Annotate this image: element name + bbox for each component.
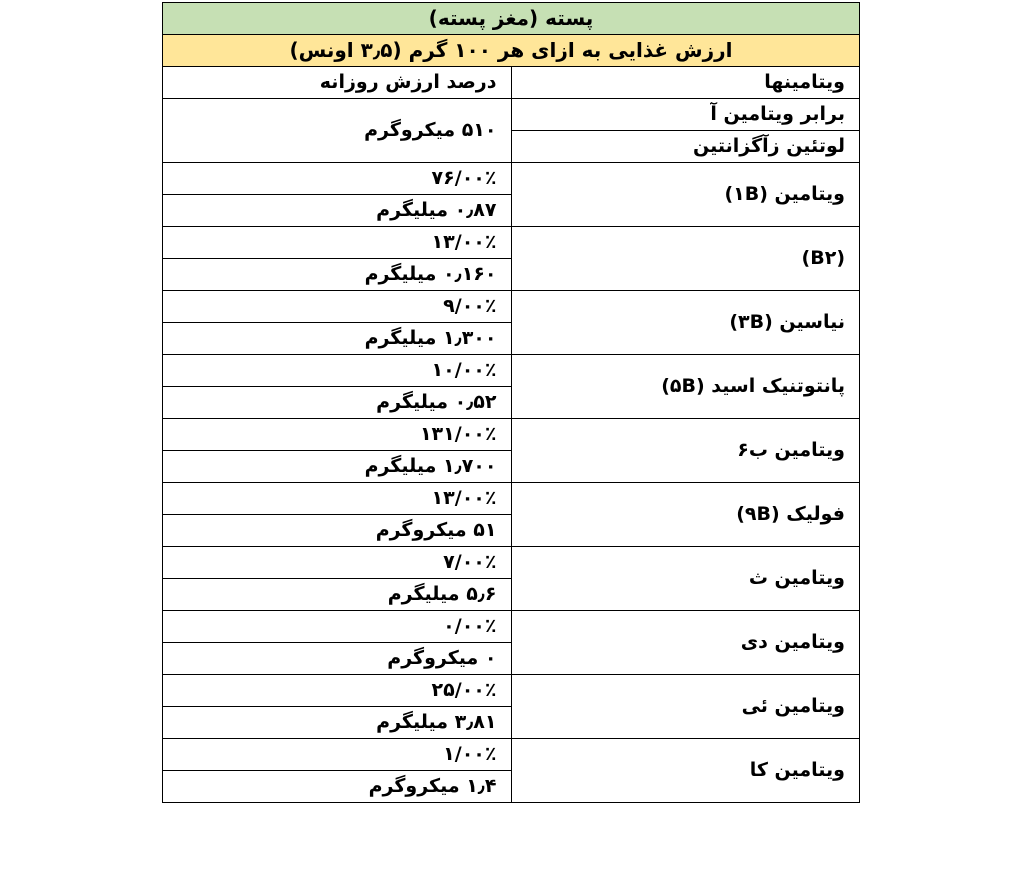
table-row (163, 419, 860, 451)
vitamin-amount: ۱٫۳۰۰ میلیگرم (163, 323, 512, 355)
table-row (163, 547, 860, 579)
vitamin-name: پانتوتنیک اسید (۵B) (511, 355, 860, 419)
vitamin-amount: ۱٫۴ میکروگرم (163, 771, 512, 803)
vitamin-amount: ۰٫۵۲ میلیگرم (163, 387, 512, 419)
vitamin-name: ویتامین (۱B) (511, 163, 860, 227)
daily-value-percent: ۰۰٪/۱۰ (163, 355, 512, 387)
title-row (163, 3, 860, 35)
table-row (163, 483, 860, 515)
vitamin-name: ویتامین ث (511, 547, 860, 611)
subtitle-row (163, 35, 860, 67)
daily-value-percent: ۰۰٪/۱۳ (163, 483, 512, 515)
table-subtitle: ارزش غذایی به ازای هر ۱۰۰ گرم (۳٫۵ اونس) (163, 35, 860, 67)
header-vitamins: ویتامینها (511, 67, 860, 99)
daily-value-percent: ۰۰٪/۷۶ (163, 163, 512, 195)
vitamin-name: نیاسین (۳B) (511, 291, 860, 355)
vitamin-amount: ۰٫۱۶۰ میلیگرم (163, 259, 512, 291)
vitamin-amount: ۵٫۶ میلیگرم (163, 579, 512, 611)
table-row (163, 355, 860, 387)
header-row (163, 67, 860, 99)
daily-value-percent: ۰۰٪/۲۵ (163, 675, 512, 707)
vitamin-name: ویتامین ئی (511, 675, 860, 739)
header-daily-value: درصد ارزش روزانه (163, 67, 512, 99)
table-row (163, 163, 860, 195)
daily-value-percent: ۰۰٪/۷ (163, 547, 512, 579)
table-row (163, 611, 860, 643)
vitamin-amount: ۳٫۸۱ میلیگرم (163, 707, 512, 739)
vitamin-amount: ۱٫۷۰۰ میلیگرم (163, 451, 512, 483)
nutrition-table (162, 2, 860, 803)
daily-value-percent: ۰۰٪/۱۳ (163, 227, 512, 259)
table-row (163, 99, 860, 131)
lutein-zeaxanthin: لوتئین زآگزانتین (511, 131, 860, 163)
daily-value-percent: ۰۰٪/۹ (163, 291, 512, 323)
vitamin-amount: ۰ میکروگرم (163, 643, 512, 675)
vitamin-name: فولیک (۹B) (511, 483, 860, 547)
table-title: پسته (مغز پسته) (163, 3, 860, 35)
table-row (163, 291, 860, 323)
vitamin-a-equivalent: برابر ویتامین آ (511, 99, 860, 131)
nutrition-table-container (162, 2, 860, 803)
vitamin-name: ویتامین ب۶ (511, 419, 860, 483)
daily-value-percent: ۰۰٪/۱ (163, 739, 512, 771)
vitamin-name: (B۲) (511, 227, 860, 291)
daily-value-percent: ۰۰٪/۰ (163, 611, 512, 643)
vitamin-name: ویتامین دی (511, 611, 860, 675)
vitamin-a-value: ۵۱۰ میکروگرم (163, 99, 512, 163)
table-row (163, 227, 860, 259)
vitamin-amount: ۵۱ میکروگرم (163, 515, 512, 547)
table-row (163, 739, 860, 771)
daily-value-percent: ۰۰٪/۱۳۱ (163, 419, 512, 451)
vitamin-name: ویتامین کا (511, 739, 860, 803)
table-row (163, 675, 860, 707)
vitamin-amount: ۰٫۸۷ میلیگرم (163, 195, 512, 227)
